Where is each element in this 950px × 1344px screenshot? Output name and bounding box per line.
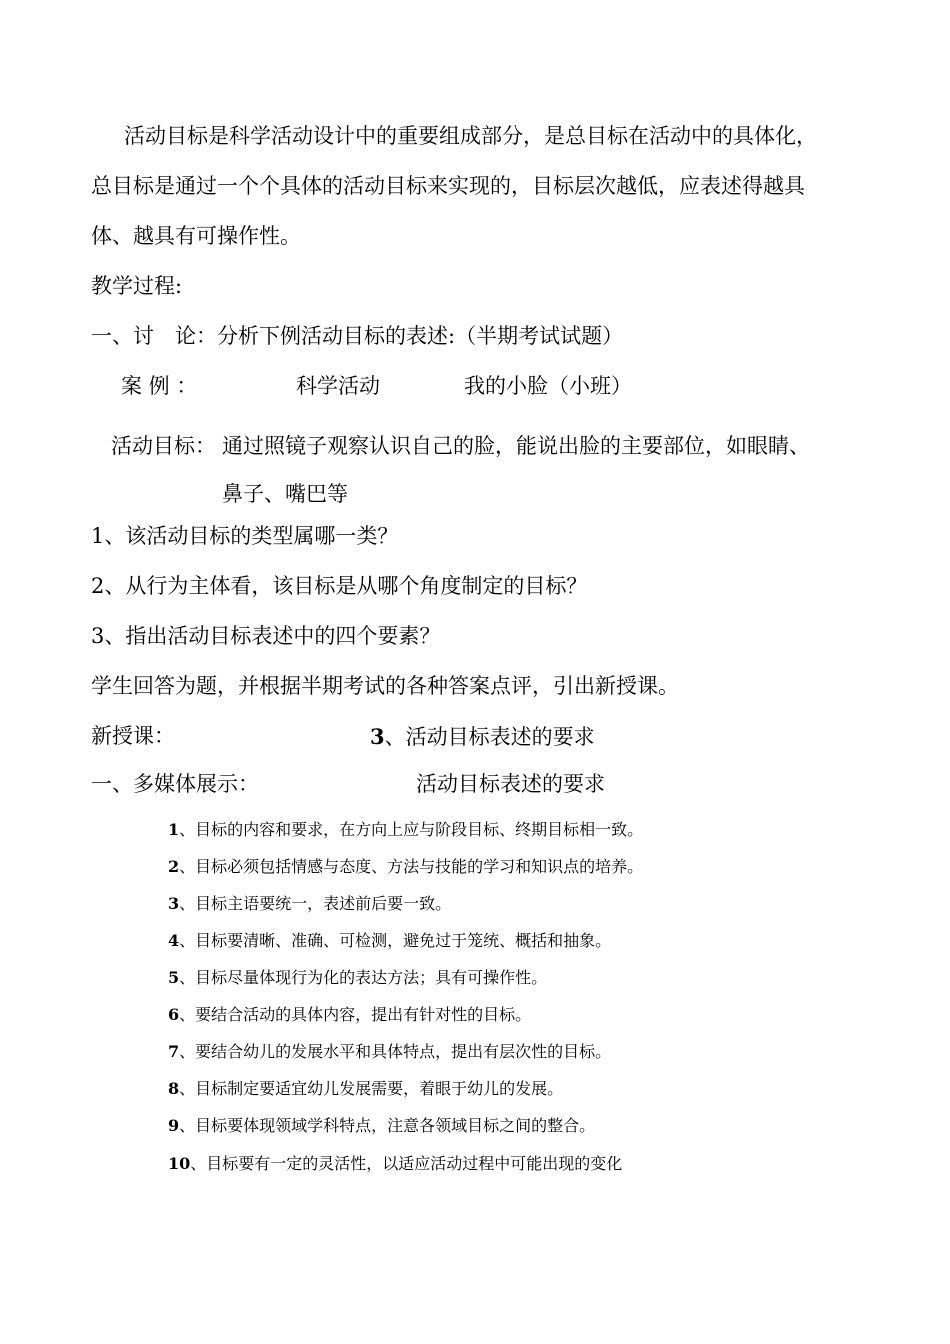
case-title: 我的小脸（小班） [464,374,632,398]
intro-line-3: 体、越具有可操作性。 [91,224,301,248]
new-lesson-title-text: 、活动目标表述的要求 [384,725,595,749]
intro-line-1: 活动目标是科学活动设计中的重要组成部分，是总目标在活动中的具体化， [124,124,817,148]
case-subject: 科学活动 [296,374,380,398]
multimedia-label: 一、多媒体展示： [91,772,259,796]
section-heading-teaching-process: 教学过程: [91,274,183,298]
goal-line-2: 鼻子、嘴巴等 [222,482,348,506]
list-item: 10、目标要有一定的灵活性，以适应活动过程中可能出现的变化 [168,1154,623,1173]
list-item: 3、目标主语要统一，表述前后要一致。 [168,894,452,913]
goal-line-1: 通过照镜子观察认识自己的脸，能说出脸的主要部位，如眼睛、 [222,434,810,458]
new-lesson-label: 新授课： [91,724,175,748]
intro-line-2: 总目标是通过一个个具体的活动目标来实现的，目标层次越低，应表述得越具 [91,174,805,198]
discussion-heading: 一、讨 论：分析下例活动目标的表述:（半期考试试题） [91,324,624,348]
new-lesson-title [370,723,595,751]
list-item: 1、目标的内容和要求，在方向上应与阶段目标、终期目标相一致。 [168,820,644,839]
list-item: 5、目标尽量体现行为化的表达方法；具有可操作性。 [168,968,548,987]
question-1: 1、该活动目标的类型属哪一类？ [91,524,399,548]
goal-label: 活动目标： [111,434,216,458]
question-3: 3、指出活动目标表述中的四个要素？ [91,624,441,648]
list-item: 9、目标要体现领域学科特点，注意各领域目标之间的整合。 [168,1116,596,1135]
list-item: 8、目标制定要适宜幼儿发展需要，着眼于幼儿的发展。 [168,1079,564,1098]
question-2: 2、从行为主体看，该目标是从哪个角度制定的目标？ [91,574,588,598]
list-item: 6、要结合活动的具体内容，提出有针对性的目标。 [168,1005,532,1024]
list-item: 2、目标必须包括情感与态度、方法与技能的学习和知识点的培养。 [168,857,644,876]
case-label: 案 例 ： [121,374,198,398]
student-answer: 学生回答为题，并根据半期考试的各种答案点评，引出新授课。 [91,674,679,698]
list-item: 4、目标要清晰、准确、可检测，避免过于笼统、概括和抽象。 [168,931,612,950]
multimedia-title: 活动目标表述的要求 [416,772,605,796]
list-item: 7、要结合幼儿的发展水平和具体特点，提出有层次性的目标。 [168,1042,612,1061]
new-lesson-title-number: 3 [370,724,385,749]
